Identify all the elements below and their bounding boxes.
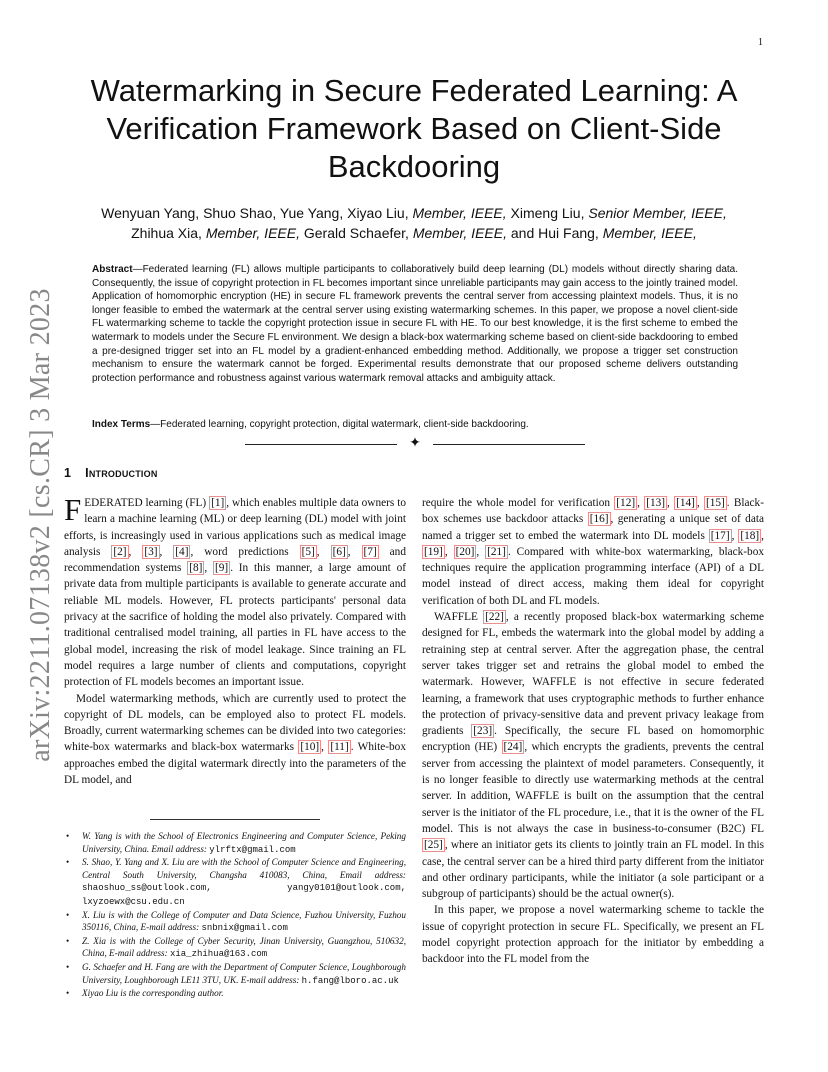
section-title: Introduction xyxy=(85,466,158,480)
body-text: WAFFLE xyxy=(434,611,484,624)
citation-link[interactable]: [5] xyxy=(301,545,315,558)
divider-line-left xyxy=(245,444,397,445)
citation-link[interactable]: [22] xyxy=(485,611,504,624)
author-names: Ximeng Liu, xyxy=(510,205,585,221)
footnote-email: xia_zhihua@163.com xyxy=(169,949,268,960)
citation-link[interactable]: [23] xyxy=(473,725,493,738)
footnote-text: Xiyao Liu is the corresponding author. xyxy=(82,988,224,999)
left-column xyxy=(64,492,406,788)
citation-link[interactable]: [14] xyxy=(676,497,695,509)
body-text: . In this manner, a large amount of private data from multiple participants is available to generate accurate and reliable ML models. However, FL protects participants' personal data privacy at the sacrifice of holding the model also privately. Compared with traditional centralised model training, all parties in FL have access to the global model, increasing the risk of model leakage. Since training an FL model requires a large number of clients and computations, copyright protection of FL models becomes an important issue. xyxy=(64,562,406,689)
author-membership: Member, IEEE, xyxy=(205,225,300,241)
body-text: . White-box approaches embed the digital watermark directly into the parameters of the DL model, and xyxy=(64,741,406,787)
citation-link[interactable]: [15] xyxy=(705,497,725,509)
arxiv-stamp-text: arXiv:2211.07138v2 [cs.CR] 3 Mar 2023 xyxy=(25,288,56,762)
body-text: In this paper, we propose a novel watermarking scheme to tackle the issue of copyright protection in secure FL. Specifically, we present an FL model copyright protection approach for the initiator by embedding a backdoor into the FL model from the xyxy=(422,904,764,966)
author-membership: Member, IEEE, xyxy=(412,205,507,221)
body-text: learning (FL) xyxy=(142,497,210,509)
footnote-item xyxy=(64,961,406,987)
footnotes xyxy=(64,830,406,1000)
citation-link[interactable]: [24] xyxy=(503,741,523,754)
section-divider xyxy=(245,437,585,453)
abstract-label: Abstract xyxy=(92,264,133,275)
citation-link[interactable]: [16] xyxy=(589,513,609,526)
drop-cap: F xyxy=(64,492,82,527)
body-text: , xyxy=(667,497,675,509)
citation-link[interactable]: [13] xyxy=(646,497,666,509)
footnote-item xyxy=(64,909,406,935)
intro-paragraph-5 xyxy=(422,902,764,967)
body-text: , which enables multiple data owners to learn a machine learning (ML) or deep learning (DL) model with joint efforts, is increasingly used in various applications such as medical image analysis xyxy=(64,497,406,558)
paper-title: Watermarking in Secure Federated Learning: A Verification Framework Based on Client-Side Backdooring xyxy=(90,73,738,184)
body-text: . Compared with white-box watermarking, black-box techniques require the application programming interface (API) of a DL model instead of direct access, making them ideal for copyright verification of both DL and FL models. xyxy=(422,545,764,607)
divider-star-icon: ✦ xyxy=(409,436,421,451)
body-text: , xyxy=(159,545,174,558)
author-list xyxy=(70,203,758,243)
citation-link[interactable]: [10] xyxy=(300,741,320,754)
body-text: , generating a unique set of data named a trigger set to embed the watermark into DL models xyxy=(422,513,764,542)
citation-link[interactable]: [3] xyxy=(144,545,158,558)
author-names: Gerald Schaefer, xyxy=(303,225,409,241)
citation-link[interactable]: [18] xyxy=(740,529,760,542)
abstract xyxy=(92,263,738,385)
footnote-email: snbnix@gmail.com xyxy=(201,923,288,934)
author-names: Wenyuan Yang, Shuo Shao, Yue Yang, Xiyao Liu, xyxy=(101,205,409,221)
citation-link[interactable]: [21] xyxy=(487,545,506,558)
footnote-rule xyxy=(150,819,320,820)
right-column xyxy=(422,495,764,968)
footnote-item xyxy=(64,830,406,856)
citation-link[interactable]: [4] xyxy=(175,545,189,558)
body-text: , xyxy=(316,545,331,558)
arxiv-stamp xyxy=(20,290,62,760)
body-text: . Specifically, the secure FL based on homomorphic encryption (HE) xyxy=(422,725,764,754)
body-text: , xyxy=(321,741,329,754)
body-text: , xyxy=(444,545,454,558)
citation-link[interactable]: [11] xyxy=(330,741,349,754)
footnote-item xyxy=(64,856,406,908)
index-terms-label: Index Terms xyxy=(92,419,151,430)
footnote-text: Z. Xia is with the College of Cyber Security, Jinan University, Guangzhou, 510632, China, E-mail address: xyxy=(82,935,406,959)
citation-link[interactable]: [12] xyxy=(616,497,636,509)
drop-cap-continuation: EDERATED xyxy=(84,497,143,509)
intro-paragraph-4 xyxy=(422,609,764,902)
citation-link[interactable]: [6] xyxy=(332,545,346,558)
footnote-item xyxy=(64,987,406,1000)
section-number: 1 xyxy=(64,466,72,480)
footnote-text: W. Yang is with the School of Electronics Engineering and Computer Science, Peking University, China. Email address: xyxy=(82,831,406,854)
footnote-text: S. Shao, Y. Yang and X. Liu are with the School of Computer Science and Engineering, Central South University, Changsha 410083, China, Email address: xyxy=(82,857,406,880)
citation-link[interactable]: [20] xyxy=(455,545,475,558)
citation-link[interactable]: [19] xyxy=(424,545,443,558)
body-text: , xyxy=(637,497,645,509)
body-text: , word predictions xyxy=(190,545,300,558)
citation-link[interactable]: [1] xyxy=(211,497,225,509)
citation-link[interactable]: [7] xyxy=(363,545,377,558)
body-text: Model watermarking methods, which are currently used to protect the copyright of DL models, can be employed also to protect FL models. Broadly, current watermarking schemes can be divided into two categories: white-box watermarks and black-box watermarks xyxy=(64,692,406,754)
abstract-text: —Federated learning (FL) allows multiple participants to collaboratively build deep learning (DL) models without directly sharing data. Consequently, the issue of copyright protection in FL becomes important since unreliable participants may gain access to the jointly trained model. Application of homomorphic encryption (HE) in secure FL framework prevents the central server from accessing plaintext models. Thus, it is no longer feasible to embed the watermark at the central server using existing watermarking schemes. In this paper, we propose a novel client-side FL watermarking scheme to tackle the copyright protection issue in secure FL with HE. To our best knowledge, it is the first scheme to embed the watermark to models under the Secure FL environment. We design a black-box watermarking scheme based on client-side backdooring to embed a pre-designed trigger set into an FL model by a gradient-enhanced embedding method. Additionally, we propose a trigger set construction mechanism to ensure the watermark cannot be forged. Experimental results demonstrate that our proposed scheme delivers outstanding protection performance and robustness against various watermark removal attacks and ambiguity attack. xyxy=(92,264,738,384)
body-text: , xyxy=(204,562,213,575)
author-line-1 xyxy=(70,203,758,223)
citation-link[interactable]: [2] xyxy=(113,545,127,558)
author-line-2 xyxy=(70,223,758,243)
body-text: , xyxy=(731,529,739,542)
body-text: , xyxy=(128,545,143,558)
divider-line-right xyxy=(433,444,585,445)
footnote-text: G. Schaefer and H. Fang are with the Department of Computer Science, Loughborough University, Loughborough LE11 3TU, UK. E-mail address: xyxy=(82,961,406,985)
section-heading xyxy=(64,466,158,480)
author-names: and Hui Fang, xyxy=(510,225,599,241)
index-terms-text: —Federated learning, copyright protection, digital watermark, client-side backdooring. xyxy=(150,419,529,430)
index-terms xyxy=(92,418,738,431)
footnote-text: X. Liu is with the College of Computer and Data Science, Fuzhou University, Fuzhou 350116, China, E-mail address: xyxy=(82,909,406,933)
footnote-email: h.fang@lboro.ac.uk xyxy=(301,975,399,986)
body-text: . Black-box schemes use backdoor attacks xyxy=(422,497,764,526)
intro-paragraph-3 xyxy=(422,495,764,609)
author-membership: Member, IEEE, xyxy=(602,225,697,241)
citation-link[interactable]: [8] xyxy=(189,562,203,575)
author-names: Zhihua Xia, xyxy=(131,225,202,241)
citation-link[interactable]: [17] xyxy=(710,529,730,542)
citation-link[interactable]: [25] xyxy=(424,839,443,852)
body-text: , xyxy=(347,545,362,558)
body-text: , xyxy=(476,545,486,558)
body-text: require the whole model for verification xyxy=(422,497,615,509)
body-text: , where an initiator gets its clients to jointly train an FL model. In this case, the central server can be a hired third party different from the initiator and other ordinary participants, while the initiator (a sole participant or a subgroup of participants) should be the actual owner(s). xyxy=(422,839,764,901)
footnote-item xyxy=(64,935,406,961)
body-text: , a recently proposed black-box watermarking scheme designed for FL, embeds the watermark into the global model by adding a retraining step at central server. After the aggregation phase, the central server takes trigger set and retrains the global model to embed the watermark. However, WAFFLE is not effective in secure federated learning, a framework that uses cryptographic methods to further enhance the protection of privacy-sensitive data and prevent privacy leakage from gradients xyxy=(422,611,765,738)
author-membership: Senior Member, IEEE, xyxy=(588,205,727,221)
citation-link[interactable]: [9] xyxy=(215,562,229,575)
body-text: and recommendation systems xyxy=(64,545,406,575)
author-membership: Member, IEEE, xyxy=(412,225,507,241)
intro-paragraph-1 xyxy=(64,492,406,691)
page-number: 1 xyxy=(758,37,763,48)
body-text: , xyxy=(696,497,704,509)
intro-paragraph-2 xyxy=(64,691,406,789)
footnote-email: ylrftx@gmail.com xyxy=(209,844,296,855)
body-text: , xyxy=(761,529,764,542)
footnote-email: shaoshuo_ss@outlook.com, yangy0101@outlook.com, lxyzoewx@csu.edu.cn xyxy=(82,883,406,907)
body-text: , which encrypts the gradients, prevents the central server from accessing the plaintext of model parameters. Consequently, it is no longer feasible to directly use watermarking methods at the central server. In addition, WAFFLE is built on the assumption that the central server is the initiator of the FL procedure, i.e., that it is the owner of the FL model. This is not always the case in business-to-consumer (B2C) FL xyxy=(422,741,764,835)
